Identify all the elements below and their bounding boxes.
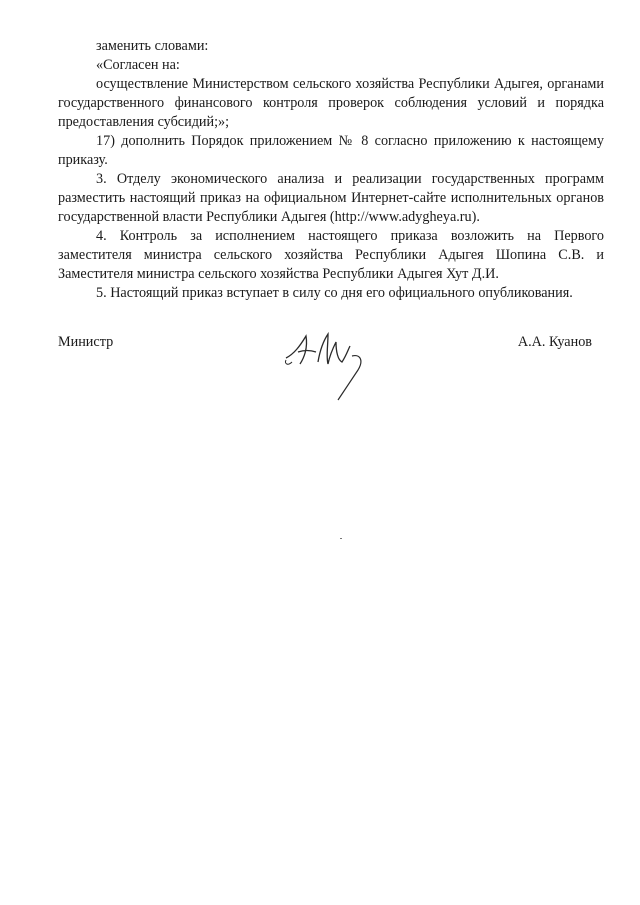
paragraph-agreement-heading: «Согласен на: bbox=[96, 57, 180, 73]
paragraph-agreement-text: осуществление Министерством сельского хозяйства Республики Адыгея, органами государственного финансового контроля проверок соблюдения условий и порядка предоставления субсидий;»; bbox=[58, 76, 604, 130]
handwritten-signature bbox=[280, 326, 400, 406]
paragraph-item-5: 5. Настоящий приказ вступает в силу со дня его официального опубликования. bbox=[96, 285, 573, 301]
scan-speck bbox=[340, 538, 342, 539]
signatory-name: А.А. Куанов bbox=[517, 334, 592, 350]
paragraph-item-17: 17) дополнить Порядок приложением № 8 согласно приложению к настоящему приказу. bbox=[58, 133, 604, 168]
document-body bbox=[58, 37, 604, 303]
paragraph-replace-words: заменить словами: bbox=[96, 38, 209, 54]
paragraph-item-3: 3. Отделу экономического анализа и реализации государственных программ разместить настоящий приказ на официальном Интернет-сайте исполнительных органов государственной власти Республики Адыгея (http://www.adygheya.ru). bbox=[58, 171, 604, 225]
paragraph-item-4: 4. Контроль за исполнением настоящего приказа возложить на Первого заместителя министра сельского хозяйства Республики Адыгея Шопина С.В. и Заместителя министра сельского хозяйства Республики Адыгея Хут Д.И. bbox=[58, 228, 604, 282]
signature-block bbox=[58, 334, 604, 424]
signatory-role: Министр bbox=[58, 334, 114, 350]
